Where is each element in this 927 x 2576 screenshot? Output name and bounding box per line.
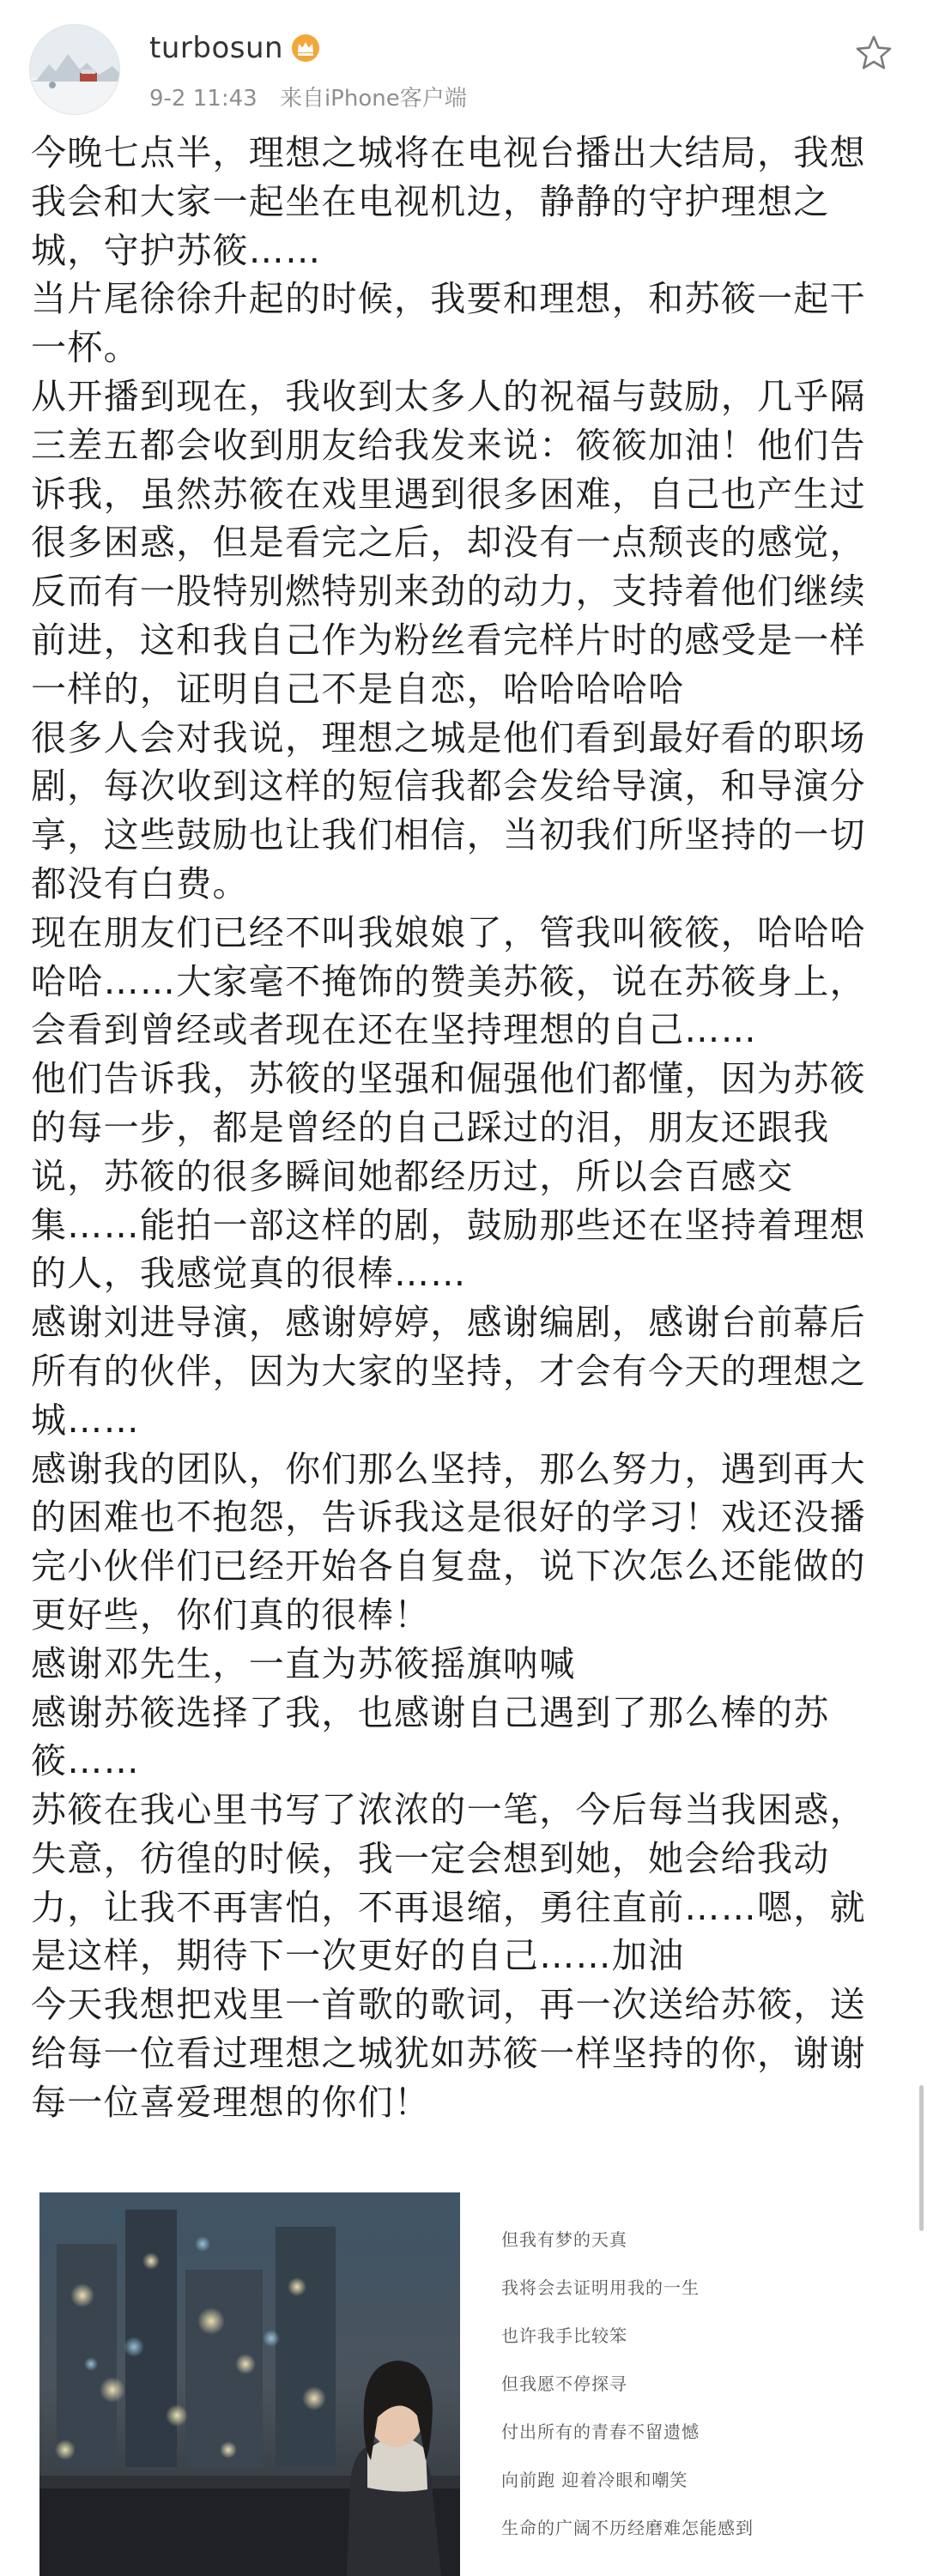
source-client-link[interactable]: iPhone客户端 xyxy=(324,86,467,112)
post-paragraph: 苏筱在我心里书写了浓浓的一笔，今后每当我困惑，失意，彷徨的时候，我一定会想到她，她会给我动力，让我不再害怕，不再退缩，勇往直前……嗯，就是这样，期待下一次更好的自己……加油 xyxy=(31,1789,866,1977)
post-paragraph: 感谢苏筱选择了我，也感谢自己遇到了那么棒的苏筱…… xyxy=(31,1691,830,1782)
post-paragraph: 从开播到现在，我收到太多人的祝福与鼓励，几乎隔三差五都会收到朋友给我发来说：筱筱加油！他们告诉我，虽然苏筱在戏里遇到很多困难，自己也产生过很多困惑，但是看完之后，却没有一点颓丧的感觉，反而有一股特别燃特别来劲的动力，支持着他们继续前进，这和我自己作为粉丝看完样片时的感受是一样一样的，证明自己不是自恋，哈哈哈哈哈 xyxy=(31,375,866,710)
source-prefix: 来自 xyxy=(279,86,324,112)
post-paragraph: 今天我想把戏里一首歌的歌词，再一次送给苏筱，送给每一位看过理想之城犹如苏筱一样坚持的你，谢谢每一位喜爱理想的你们！ xyxy=(31,1984,866,2123)
lyric-line: 生命的广阔不历经磨难怎能感到 xyxy=(501,2518,754,2538)
post-paragraph: 很多人会对我说，理想之城是他们看到最好看的职场剧，每次收到这样的短信我都会发给导演，和导演分享，这些鼓励也让我们相信，当初我们所坚持的一切都没有白费。 xyxy=(31,717,866,904)
drama-still-photo xyxy=(31,2192,460,2576)
username-text: turbosun xyxy=(149,31,284,65)
lyric-line: 向前跑 迎着冷眼和嘲笑 xyxy=(501,2470,688,2490)
attached-image[interactable] xyxy=(31,2192,896,2576)
lyric-line: 但我愿不停探寻 xyxy=(501,2373,627,2394)
post-paragraph: 感谢我的团队，你们那么坚持，那么努力，遇到再大的困难也不抱怨，告诉我这是很好的学习！戏还没播完小伙伴们已经开始各自复盘，说下次怎么还能做的更好些，你们真的很棒！ xyxy=(31,1448,866,1636)
post-body xyxy=(31,129,898,2127)
avatar-snow-scene-icon xyxy=(30,25,119,114)
post-paragraph: 感谢邓先生，一直为苏筱摇旗呐喊 xyxy=(31,1642,576,1684)
lyric-line: 付出所有的青春不留遗憾 xyxy=(501,2422,700,2442)
post-paragraph: 当片尾徐徐升起的时候，我要和理想，和苏筱一起干一杯。 xyxy=(31,278,866,369)
lyric-line: 也许我手比较笨 xyxy=(501,2325,627,2346)
scrollbar-thumb[interactable] xyxy=(919,2085,924,2231)
username[interactable] xyxy=(149,31,321,65)
user-avatar[interactable] xyxy=(29,24,120,115)
lyric-line: 我将会去证明用我的一生 xyxy=(501,2277,700,2298)
post-time: 9-2 11:43 xyxy=(149,86,258,112)
post-header xyxy=(0,0,927,120)
post-paragraph: 他们告诉我，苏筱的坚强和倔强他们都懂，因为苏筱的每一步，都是曾经的自己踩过的泪，朋友还跟我说，苏筱的很多瞬间她都经历过，所以会百感交集……能拍一部这样的剧，鼓励那些还在坚持着理想的人，我感觉真的很棒…… xyxy=(31,1058,866,1295)
star-outline-icon[interactable] xyxy=(853,33,894,74)
lyrics-text-block xyxy=(501,2227,879,2563)
crown-badge-icon xyxy=(290,33,321,63)
night-city-scene-icon xyxy=(31,2192,460,2576)
post-paragraph: 现在朋友们已经不叫我娘娘了，管我叫筱筱，哈哈哈哈哈……大家毫不掩饰的赞美苏筱，说在苏筱身上，会看到曾经或者现在还在坚持理想的自己…… xyxy=(31,911,866,1051)
post-paragraph: 今晚七点半，理想之城将在电视台播出大结局，我想我会和大家一起坐在电视机边，静静的守护理想之城，守护苏筱…… xyxy=(31,132,866,271)
lyric-line: 但我有梦的天真 xyxy=(501,2229,627,2250)
post-paragraph: 感谢刘进导演，感谢婷婷，感谢编剧，感谢台前幕后所有的伙伴，因为大家的坚持，才会有今天的理想之城…… xyxy=(31,1302,866,1441)
post-meta xyxy=(149,81,467,112)
